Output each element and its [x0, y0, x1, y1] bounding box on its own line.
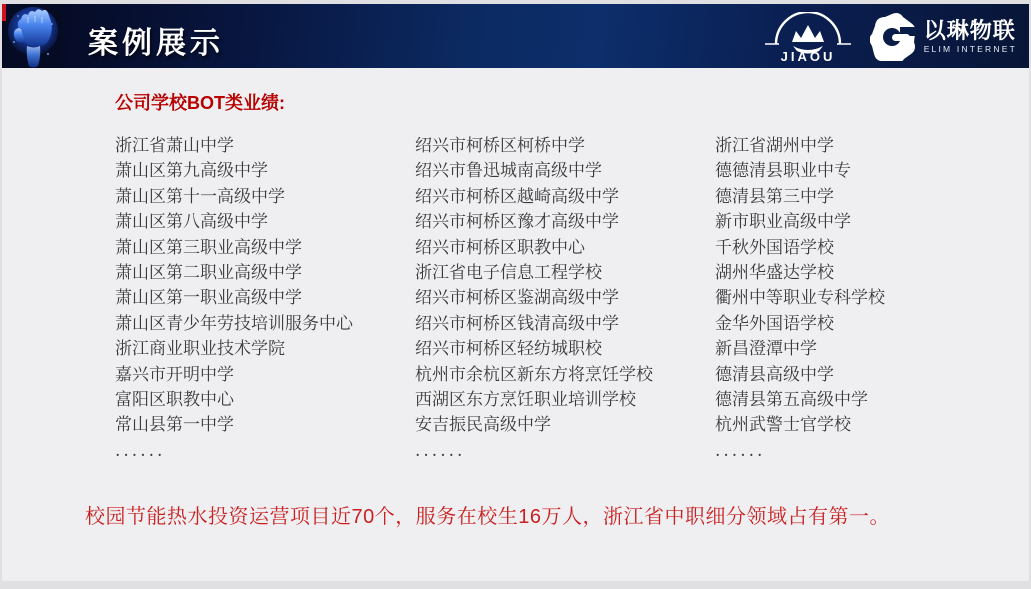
section-heading: 公司学校BOT类业绩: — [115, 93, 285, 113]
school-list-item: 新昌澄潭中学 — [715, 339, 817, 360]
slide — [2, 4, 1029, 581]
school-list-item: 绍兴市柯桥区柯桥中学 — [415, 136, 585, 156]
red-accent-strip — [2, 4, 6, 21]
school-list-item: 萧山区第十一高级中学 — [115, 186, 285, 207]
school-list-item: 萧山区第九高级中学 — [115, 161, 268, 182]
school-list-item: 安吉振民高级中学 — [415, 415, 551, 436]
school-list-item: 浙江省电子信息工程学校 — [415, 263, 602, 284]
header-logos — [762, 11, 1017, 63]
header-bar — [2, 4, 1029, 68]
school-column-1 — [115, 134, 415, 464]
school-column-3 — [715, 134, 1015, 464]
page-title: 案例展示 — [88, 27, 224, 60]
elim-logo — [870, 13, 1017, 61]
school-list-item: 杭州武警士官学校 — [715, 415, 851, 436]
school-list-item: 金华外国语学校 — [715, 313, 834, 334]
school-list-item: 千秋外国语学校 — [715, 237, 834, 258]
school-list-item: 德清县第三中学 — [715, 186, 834, 207]
school-list-item: 绍兴市柯桥区钱清高级中学 — [415, 313, 619, 334]
jiaou-logo-text: JIAOU — [780, 49, 836, 62]
school-list-item: 富阳区职教中心 — [115, 390, 234, 411]
school-list-item: 浙江商业职业技术学院 — [115, 339, 285, 360]
school-list-item: 德德清县职业中专 — [715, 161, 851, 182]
elim-name: 以琳物联 — [923, 18, 1016, 44]
school-list-item: 萧山区第八高级中学 — [115, 212, 268, 233]
school-list-item: 萧山区第一职业高级中学 — [115, 288, 302, 309]
jiaou-crown-icon — [762, 12, 854, 62]
school-list-item: 西湖区东方烹饪职业培训学校 — [415, 390, 636, 411]
school-list-item: ...... — [415, 440, 466, 461]
elim-subtitle: ELIM INTERNET — [923, 44, 1017, 55]
fist-icon — [4, 4, 62, 68]
school-list-item: 绍兴市柯桥区豫才高级中学 — [415, 212, 619, 233]
school-list-item: 常山县第一中学 — [115, 415, 234, 436]
school-list-item: 绍兴市柯桥区职教中心 — [415, 237, 585, 258]
school-list-item: 杭州市余杭区新东方将烹饪学校 — [415, 364, 653, 385]
school-list-item: ...... — [115, 440, 166, 461]
school-list-item: 新市职业高级中学 — [715, 212, 851, 233]
school-list-item: ...... — [715, 440, 766, 461]
school-list-item: 德清县第五高级中学 — [715, 390, 868, 411]
jiaou-logo — [762, 12, 854, 62]
school-list-item: 绍兴市柯桥区轻纺城职校 — [415, 339, 602, 360]
school-list-item: 萧山区第二职业高级中学 — [115, 263, 302, 284]
school-list-item: 绍兴市鲁迅城南高级中学 — [415, 161, 602, 182]
school-list-item: 湖州华盛达学校 — [715, 263, 834, 284]
summary-text: 校园节能热水投资运营项目近70个，服务在校生16万人，浙江省中职细分领域占有第一。 — [85, 506, 890, 528]
school-list-item: 绍兴市柯桥区越崎高级中学 — [415, 186, 619, 207]
school-columns — [115, 134, 1015, 464]
school-list-item: 浙江省湖州中学 — [715, 136, 834, 156]
school-list-item: 德清县高级中学 — [715, 364, 834, 385]
school-list-item: 萧山区青少年劳技培训服务中心 — [115, 313, 353, 334]
school-list-item: 衢州中等职业专科学校 — [715, 288, 885, 309]
school-list-item: 绍兴市柯桥区鉴湖高级中学 — [415, 288, 619, 309]
elim-g-icon — [870, 13, 916, 61]
elim-logo-text — [924, 20, 1017, 54]
school-column-2 — [415, 134, 715, 464]
school-list-item: 嘉兴市开明中学 — [115, 364, 234, 385]
school-list-item: 萧山区第三职业高级中学 — [115, 237, 302, 258]
school-list-item: 浙江省萧山中学 — [115, 136, 234, 156]
